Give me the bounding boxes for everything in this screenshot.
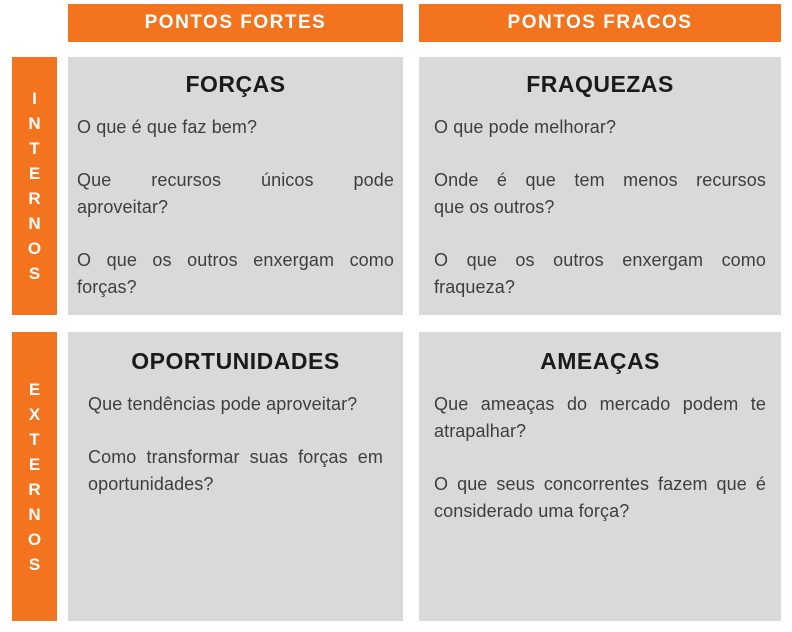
quadrant-oportunidades <box>68 332 403 621</box>
question-paragraph <box>434 114 766 141</box>
question-paragraph <box>434 391 766 445</box>
question-paragraph <box>434 167 766 221</box>
question-line: O que é que faz bem? <box>77 117 258 137</box>
question-line: O que os outros enxergam como <box>77 250 394 270</box>
question-line: forças? <box>77 277 137 297</box>
question-line: O que seus concorrentes fazem que é <box>434 474 766 494</box>
question-line: considerado uma força? <box>434 501 630 521</box>
question-line: aproveitar? <box>77 197 169 217</box>
externos-letter: E <box>28 454 41 474</box>
externos-letter: R <box>28 479 41 499</box>
internos-letter: N <box>28 214 41 233</box>
quadrant-fraquezas <box>419 57 781 315</box>
quadrant-title: FRAQUEZAS <box>526 71 674 97</box>
internos-bar <box>12 57 57 315</box>
question-line: oportunidades? <box>88 474 214 494</box>
question-line: Que recursos únicos pode <box>77 170 394 190</box>
internos-letter: R <box>28 189 41 208</box>
question-line: que os outros? <box>434 197 555 217</box>
question-paragraph <box>77 114 394 141</box>
externos-letter: S <box>28 554 41 574</box>
quadrant-title: AMEAÇAS <box>540 348 660 374</box>
internos-letter: E <box>28 164 41 183</box>
externos-letter: N <box>28 504 41 524</box>
question-line: Onde é que tem menos recursos <box>434 170 766 190</box>
header-pontos-fracos: PONTOS FRACOS <box>419 4 781 42</box>
internos-letter: S <box>28 264 41 283</box>
question-paragraph <box>434 247 766 301</box>
internos-letter: I <box>32 89 37 108</box>
question-line: atrapalhar? <box>434 421 527 441</box>
internos-letter: O <box>27 239 42 258</box>
quadrant-ameacas <box>419 332 781 621</box>
externos-letter: E <box>28 379 41 399</box>
internos-letter: N <box>28 114 41 133</box>
quadrant-title: FORÇAS <box>185 71 286 97</box>
question-paragraph <box>88 444 383 498</box>
question-line: fraqueza? <box>434 277 515 297</box>
externos-letter: T <box>29 429 40 449</box>
question-paragraph <box>88 391 383 418</box>
externos-letter: X <box>28 404 41 424</box>
quadrant-title: OPORTUNIDADES <box>131 348 340 374</box>
question-paragraph <box>77 247 394 301</box>
header-pontos-fortes: PONTOS FORTES <box>68 4 403 42</box>
question-line: Que ameaças do mercado podem te <box>434 394 766 414</box>
internos-letter: T <box>29 139 40 158</box>
question-line: Que tendências pode aproveitar? <box>88 394 358 414</box>
question-line: O que os outros enxergam como <box>434 250 766 270</box>
externos-bar <box>12 332 57 621</box>
question-paragraph <box>434 471 766 525</box>
quadrant-forcas <box>68 57 403 315</box>
externos-letter: O <box>27 529 42 549</box>
question-paragraph <box>77 167 394 221</box>
question-line: Como transformar suas forças em <box>88 447 383 467</box>
question-line: O que pode melhorar? <box>434 117 617 137</box>
